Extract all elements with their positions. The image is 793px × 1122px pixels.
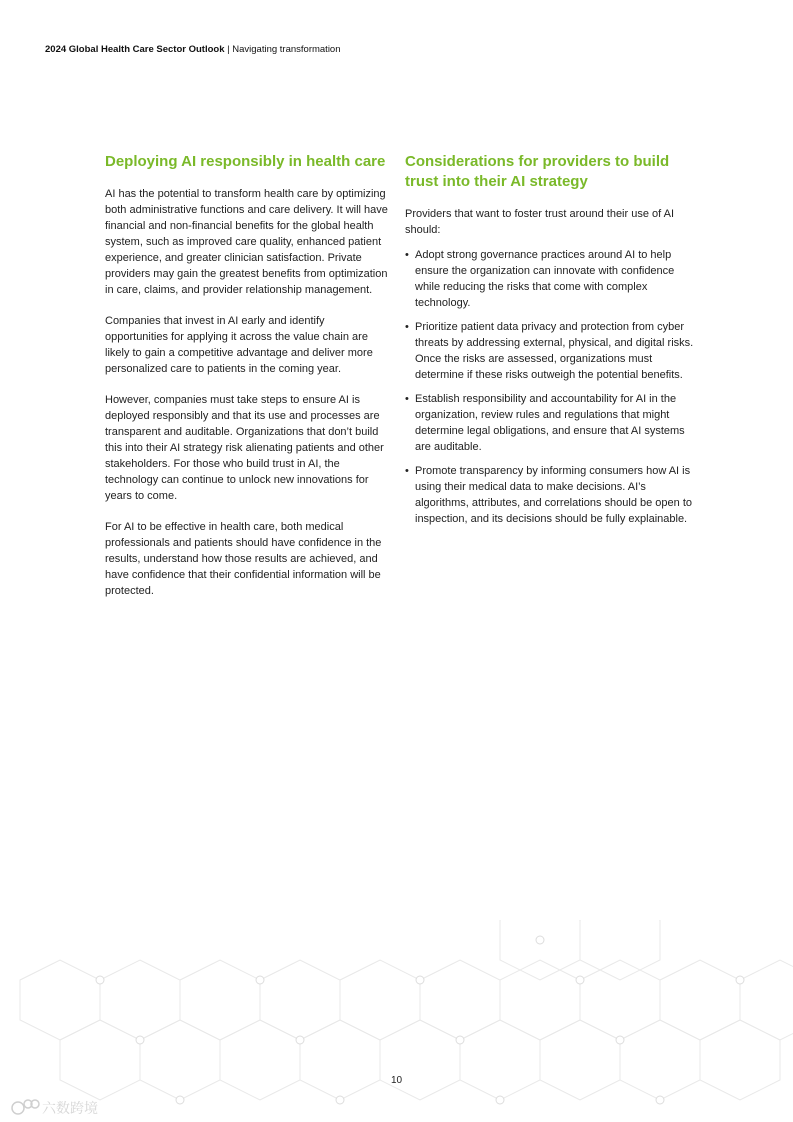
left-column <box>105 152 390 614</box>
paragraph: AI has the potential to transform health care by optimizing both administrative functions and care delivery. It will have financial and non-financial benefits for the global health system, such as improved care quality, enhanced patient experience, and greater clinician satisfaction. Private providers may gain the greatest benefits from optimization in care, claims, and provider relationship management. <box>105 188 388 296</box>
page-number: 10 <box>390 1075 403 1086</box>
header-separator: | <box>227 44 230 55</box>
hexagon-pattern-background <box>0 920 793 1122</box>
right-column <box>405 152 695 535</box>
section-heading-considerations: Considerations for providers to build trust into their AI strategy <box>405 153 670 190</box>
report-title: 2024 Global Health Care Sector Outlook <box>45 44 225 55</box>
list-item <box>405 319 695 383</box>
list-item <box>405 463 695 527</box>
report-subtitle: Navigating transformation <box>232 44 341 55</box>
bullet-icon: • <box>405 249 409 261</box>
running-header <box>45 44 341 55</box>
bullet-icon: • <box>405 465 409 477</box>
section-heading-deploying-ai: Deploying AI responsibly in health care <box>105 153 386 170</box>
bullet-icon: • <box>405 321 409 333</box>
list-item-text: Promote transparency by informing consumers how AI is using their medical data to make decisions. AI’s algorithms, attributes, and correlations should be open to inspection, and its decisions should be fully explainable. <box>415 465 692 525</box>
watermark-text: 六数跨境 <box>42 1101 98 1117</box>
list-item-text: Prioritize patient data privacy and protection from cyber threats by addressing external, physical, and digital risks. Once the risks are assessed, organizations must determine if these risks outweigh the potential benefits. <box>415 321 694 381</box>
list-item-text: Establish responsibility and accountability for AI in the organization, review rules and regulations that might determine legal obligations, and ensure that AI systems are auditable. <box>415 393 685 453</box>
watermark-logo <box>8 1095 118 1119</box>
list-item <box>405 247 695 311</box>
list-item-text: Adopt strong governance practices around AI to help ensure the organization can innovate with confidence while reducing the risks that come with complex technology. <box>415 249 675 309</box>
considerations-list <box>405 247 695 527</box>
paragraph: However, companies must take steps to ensure AI is deployed responsibly and that its use and processes are transparent and auditable. Organizations that don’t build this into their AI strategy risk alienating patients and other stakeholders. For those who build trust in AI, the technology can continue to unlock new innovations for years to come. <box>105 394 384 502</box>
paragraph: Companies that invest in AI early and identify opportunities for applying it across the value chain are likely to gain a competitive advantage and deliver more personalized care to patients in the coming year. <box>105 315 373 375</box>
bullet-icon: • <box>405 393 409 405</box>
intro-paragraph: Providers that want to foster trust around their use of AI should: <box>405 208 675 236</box>
paragraph: For AI to be effective in health care, both medical professionals and patients should have confidence in the results, understand how those results are achieved, and have confidence that their confidential information will be protected. <box>105 521 382 597</box>
list-item <box>405 391 695 455</box>
